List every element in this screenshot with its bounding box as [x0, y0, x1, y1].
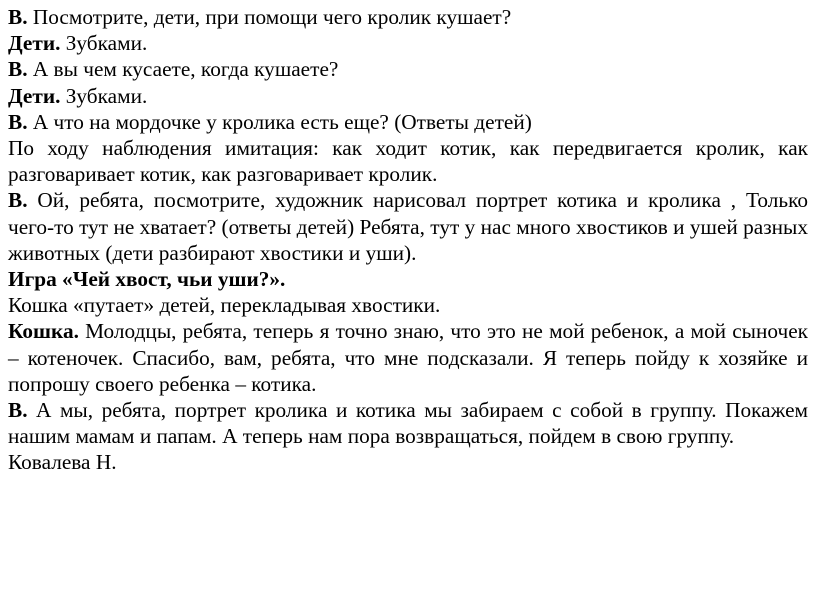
speaker-label: Кошка. [8, 319, 79, 344]
speaker-label: В. [8, 188, 28, 213]
paragraph-cat-mixes: Кошка «путает» детей, перекладывая хвостики. [8, 293, 441, 318]
paragraph-final [8, 397, 808, 449]
line-3 [8, 56, 808, 82]
line-text: А вы чем кусаете, когда кушаете? [27, 57, 339, 82]
paragraph-text: Ой, ребята, посмотрите, художник нарисовал портрет котика и кролика , Только чего-то тут не хватает? (ответы детей) Ребята, тут у нас много хвостиков и ушей разных животных (дети разбирают хвостики и уши). [8, 188, 808, 265]
author-signature: Ковалева Н. [8, 450, 117, 475]
speaker-label: Дети. [8, 31, 61, 56]
game-heading: Игра «Чей хвост, чьи уши?». [8, 267, 286, 292]
paragraph-cat-speech [8, 318, 808, 397]
paragraph-portrait [8, 187, 808, 266]
speaker-label: В. [8, 5, 28, 29]
line-text: Посмотрите, дети, при помощи чего кролик кушает? [27, 5, 512, 29]
speaker-label: В. [8, 398, 28, 423]
speaker-label: В. [8, 57, 28, 82]
speaker-label: Дети. [8, 83, 61, 108]
paragraph-text: Молодцы, ребята, теперь я точно знаю, что это не мой ребенок, а мой сыночек – котеночек. Спасибо, вам, ребята, что мне подсказали. Я теперь пойду к хозяйке и попрошу своего ребенка – котика. [8, 319, 808, 396]
line-5 [8, 109, 808, 135]
line-4 [8, 83, 808, 109]
line-text: А что на мордочке у кролика есть еще? (Ответы детей) [27, 109, 532, 134]
line-text: Зубками. [60, 31, 148, 56]
paragraph-text: А мы, ребята, портрет кролика и котика мы забираем с собой в группу. Покажем нашим мамам и папам. А теперь нам пора возвращаться, пойдем в свою группу. [8, 398, 808, 449]
line-1 [8, 4, 808, 30]
line-text: Зубками. [60, 83, 148, 108]
paragraph-imitation: По ходу наблюдения имитация: как ходит котик, как передвигается кролик, как разговаривает котик, как разговаривает кролик. [8, 136, 808, 187]
line-2 [8, 30, 808, 56]
speaker-label: В. [8, 109, 28, 134]
